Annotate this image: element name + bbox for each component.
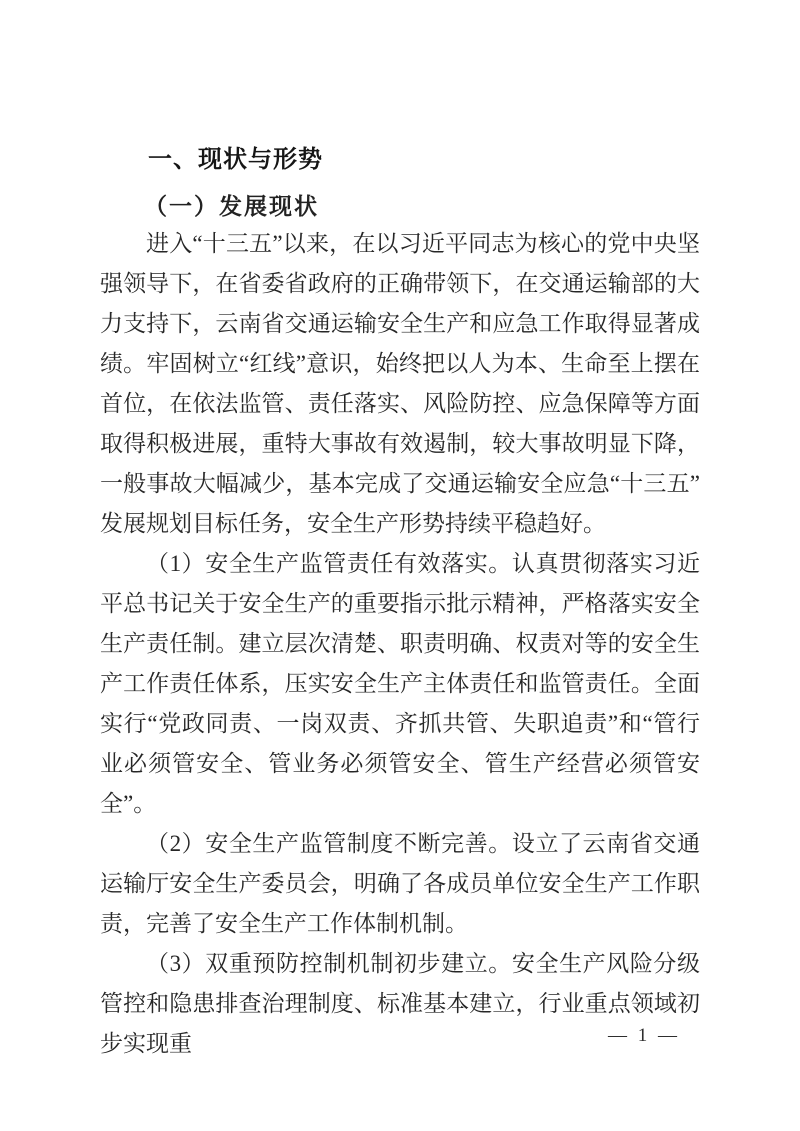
body-paragraph-2: （1）安全生产监管责任有效落实。认真贯彻落实习近平总书记关于安全生产的重要指示批示精神，严格落实安全生产责任制。建立层次清楚、职责明确、权责对等的安全生产工作责任体系，压实安全生产主体责任和监管责任。全面实行“党政同责、一岗双责、齐抓共管、失职追责”和“管行业必须管安全、管业务必须管安全、管生产经营必须管安全”。 — [100, 551, 700, 816]
body-paragraph-1: 进入“十三五”以来，在以习近平同志为核心的党中央坚强领导下，在省委省政府的正确带领下，在交通运输部的大力支持下，云南省交通运输安全生产和应急工作取得显著成绩。牢固树立“红线”意识，始终把以人为本、生命至上摆在首位，在依法监管、责任落实、风险防控、应急保障等方面取得积极进展，重特大事故有效遏制，较大事故明显下降，一般事故大幅减少，基本完成了交通运输安全应急“十三五”发展规划目标任务，安全生产形势持续平稳趋好。 — [100, 231, 700, 536]
section-heading: 一、现状与形势 — [148, 146, 323, 173]
body-text — [100, 224, 700, 1064]
body-paragraph-3: （2）安全生产监管制度不断完善。设立了云南省交通运输厅安全生产委员会，明确了各成员单位安全生产工作职责，完善了安全生产工作体制机制。 — [100, 831, 700, 936]
page-number: — 1 — — [608, 1025, 680, 1046]
body-paragraph-4: （3）双重预防控制机制初步建立。安全生产风险分级管控和隐患排查治理制度、标准基本建立，行业重点领域初步实现重 — [100, 951, 700, 1056]
subsection-heading: （一）发展现状 — [144, 194, 319, 219]
